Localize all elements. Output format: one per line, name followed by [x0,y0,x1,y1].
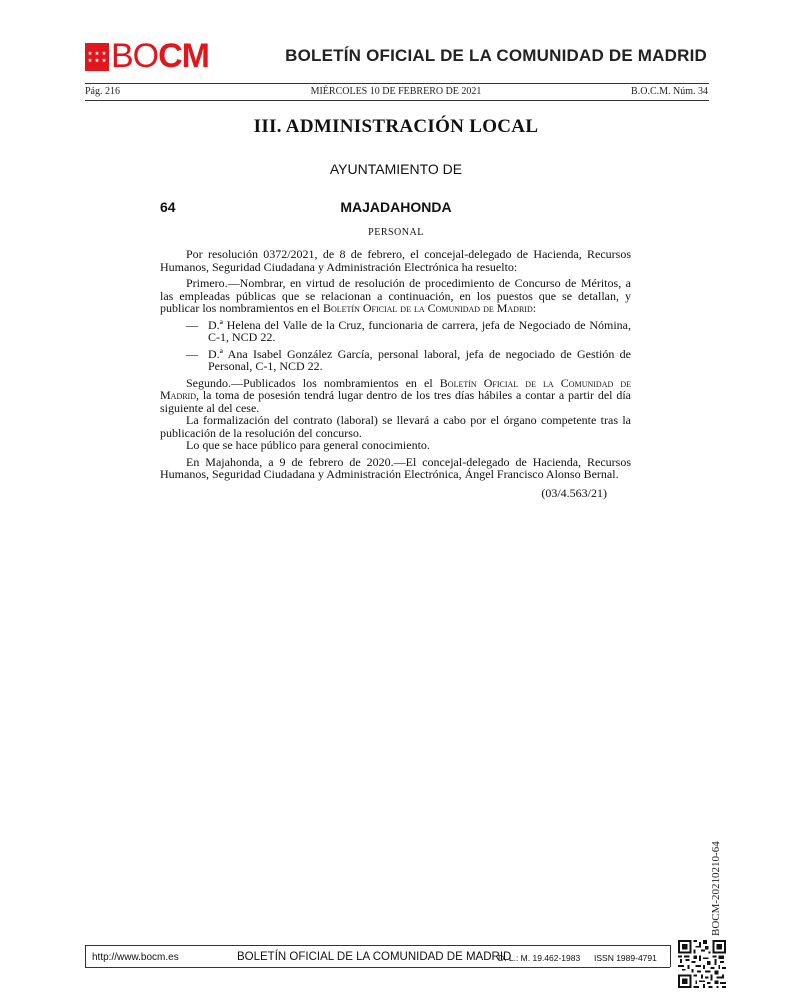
subsection-heading: PERSONAL [368,227,424,238]
issn: ISSN 1989-4791 [594,953,657,963]
footer-rule-top [85,945,670,946]
paragraph-primero: Primero.—Nombrar, en virtud de resolución de procedimiento de Concurso de Méritos, a las empleadas públicas que se relacionan a continuación, en los puestos que se detallan, y publicar los nombramientos en el Boletín Oficial de la Comunidad de Madrid: [160,276,631,315]
footer-rule-bottom [85,967,670,968]
footer-title: BOLETÍN OFICIAL DE LA COMUNIDAD DE MADRID [237,951,512,963]
paragraph-segundo: Segundo.—Publicados los nombramientos en el Boletín Oficial de la Comunidad de Madrid, la toma de posesión tendrá lugar dentro de los tres días hábiles a contar a partir del día siguiente al del cese. [160,375,632,415]
header-rule [85,83,709,84]
section-heading: III. ADMINISTRACIÓN LOCAL [253,116,539,137]
article-body [160,248,631,503]
list-item: — D.ª Ana Isabel González García, personal laboral, jefa de negociado de Gestión de Personal, C-1, NCD 22. [186,346,631,373]
paragraph-resolution: Por resolución 0372/2021, de 8 de febrero, el concejal-delegado de Hacienda, Recursos Humanos, Seguridad Ciudadana y Administración Electrónica ha resuelto: [160,247,631,274]
legal-deposit: D. L.: M. 19.462-1983 [498,953,581,963]
footer-url-link[interactable]: http://www.bocm.es [92,952,179,963]
paragraph-contract: La formalización del contrato (laboral) se llevará a cabo por el órgano competente tras la publicación de la resolución del concurso. [160,413,631,440]
madrid-flag-icon [85,43,109,71]
issue-date: MIÉRCOLES 10 DE FEBRERO DE 2021 [310,86,482,97]
side-code: BOCM-20210210-64 [710,841,722,936]
paragraph-publication: Lo que se hace público para general conocimiento. [186,438,430,452]
page-number: Pág. 216 [85,86,120,97]
issue-number: B.O.C.M. Núm. 34 [631,86,708,97]
footer-divider [85,945,86,967]
municipality-heading: MAJADAHONDA [340,199,452,215]
footer-divider [670,945,671,967]
header-rule-bottom [85,100,709,101]
journal-title: BOLETÍN OFICIAL DE LA COMUNIDAD DE MADRID [285,46,707,65]
logo-wordmark: BOCM [111,37,210,75]
announcement-number: 64 [160,199,176,215]
paragraph-signature: En Majahonda, a 9 de febrero de 2020.—El concejal-delegado de Hacienda, Recursos Humanos, Seguridad Ciudadana y Administración Electrónica, Ángel Francisco Alonso Bernal. [160,454,631,481]
bocm-logo [85,37,215,75]
reference-code: (03/4.563/21) [541,485,607,500]
appointments-list [160,319,631,373]
qr-code-icon [678,940,726,988]
organization-heading: AYUNTAMIENTO DE [329,161,463,177]
list-item: — D.ª Helena del Valle de la Cruz, funcionaria de carrera, jefa de Negociado de Nómina, C-1, NCD 22. [186,317,631,344]
